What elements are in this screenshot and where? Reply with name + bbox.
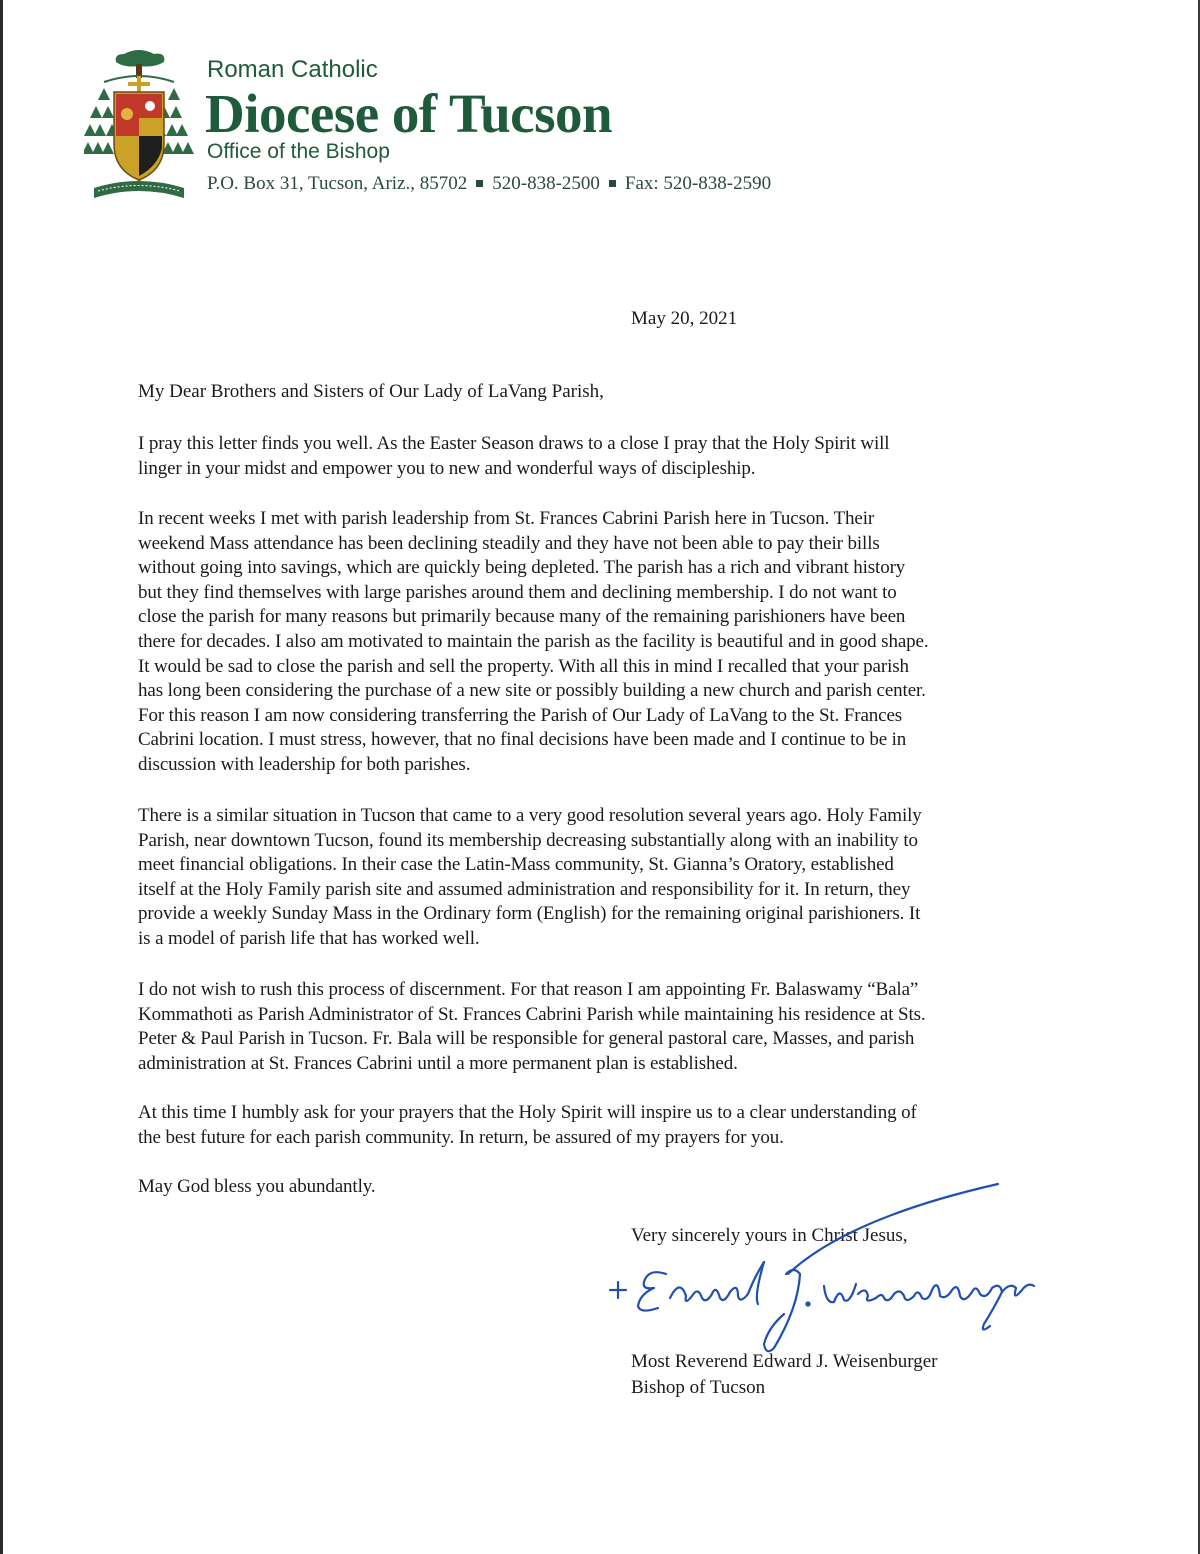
text-line: there for decades. I also am motivated to maintain the parish as the facility is beautiful and in good shape. [138, 630, 929, 652]
text-line: I pray this letter finds you well. As the Easter Season draws to a close I pray that the Holy Spirit will [138, 433, 890, 454]
text-line: Parish, near downtown Tucson, found its membership decreasing substantially along with an inability to [138, 829, 918, 851]
signer-title: Bishop of Tucson [631, 1377, 766, 1398]
text-line: linger in your midst and empower you to new and wonderful ways of discipleship. [138, 457, 756, 479]
text-line: In recent weeks I met with parish leadership from St. Frances Cabrini Parish here in Tucson. Their [138, 508, 875, 529]
signer-name: Most Reverend Edward J. Weisenburger [631, 1351, 938, 1372]
letterhead-office: Office of the Bishop [207, 140, 390, 163]
text-line: For this reason I am now considering transferring the Parish of Our Lady of LaVang to the St. Frances [138, 704, 903, 726]
text-line: itself at the Holy Family parish site and assumed administration and responsibility for it. In return, they [138, 878, 911, 900]
salutation: My Dear Brothers and Sisters of Our Lady of LaVang Parish, [138, 381, 604, 402]
separator-square-icon [609, 180, 616, 187]
handwritten-signature [588, 1178, 1048, 1358]
paragraph-2 [138, 507, 928, 778]
text-line: the best future for each parish community. In return, be assured of my prayers for you. [138, 1126, 784, 1148]
letterhead-title: Diocese of Tucson [205, 83, 613, 144]
text-line: is a model of parish life that has worked well. [138, 927, 480, 949]
text-line: meet financial obligations. In their case the Latin-Mass community, St. Gianna’s Oratory, established [138, 854, 894, 876]
paragraph-5 [138, 1101, 917, 1150]
text-line: May God bless you abundantly. [138, 1176, 376, 1197]
text-line: I do not wish to rush this process of discernment. For that reason I am appointing Fr. Balaswamy “Bala” [138, 979, 919, 1000]
paragraph-6 [138, 1175, 376, 1200]
text-line: has long been considering the purchase of a new site or possibly building a new church and parish center. [138, 680, 926, 702]
letterhead-address: P.O. Box 31, Tucson, Ariz., 85702 [207, 173, 468, 194]
text-line: close the parish for many reasons but primarily because many of the remaining parishioners have been [138, 606, 906, 628]
text-line: discussion with leadership for both parishes. [138, 753, 471, 775]
paragraph-3 [138, 804, 922, 952]
text-line: At this time I humbly ask for your prayers that the Holy Spirit will inspire us to a clear understanding of [138, 1102, 917, 1123]
diocese-coat-of-arms-icon [84, 48, 194, 208]
paragraph-4 [138, 978, 926, 1076]
letterhead-fax: Fax: 520-838-2590 [624, 173, 772, 194]
text-line: weekend Mass attendance has been declining steadily and they have not been able to pay their bills [138, 532, 880, 554]
text-line: There is a similar situation in Tucson that came to a very good resolution several years ago. Holy Family [138, 805, 922, 826]
text-line: administration at St. Frances Cabrini until a more permanent plan is established. [138, 1052, 738, 1074]
closing-line: Very sincerely yours in Christ Jesus, [631, 1225, 908, 1246]
text-line: Cabrini location. I must stress, however, that no final decisions have been made and I continue to be in [138, 729, 907, 751]
text-line: provide a weekly Sunday Mass in the Ordinary form (English) for the remaining original parishioners. It [138, 903, 921, 925]
text-line: Peter & Paul Parish in Tucson. Fr. Bala will be responsible for general pastoral care, Masses, and parish [138, 1028, 915, 1050]
letter-date: May 20, 2021 [631, 308, 738, 329]
text-line: but they find themselves with large parishes around them and declining membership. I do not want to [138, 581, 897, 603]
letterhead-phone: 520-838-2500 [492, 173, 600, 194]
page-left-edge [0, 0, 3, 1554]
text-line: It would be sad to close the parish and sell the property. With all this in mind I recalled that your parish [138, 655, 909, 677]
letterhead-subtitle: Roman Catholic [207, 56, 378, 83]
separator-square-icon [476, 180, 483, 187]
text-line: without going into savings, which are quickly being depleted. The parish has a rich and vibrant history [138, 557, 906, 579]
paragraph-1 [138, 432, 889, 481]
letterhead-contact [207, 174, 771, 193]
text-line: Kommathoti as Parish Administrator of St. Frances Cabrini Parish while maintaining his residence at Sts. [138, 1003, 926, 1025]
